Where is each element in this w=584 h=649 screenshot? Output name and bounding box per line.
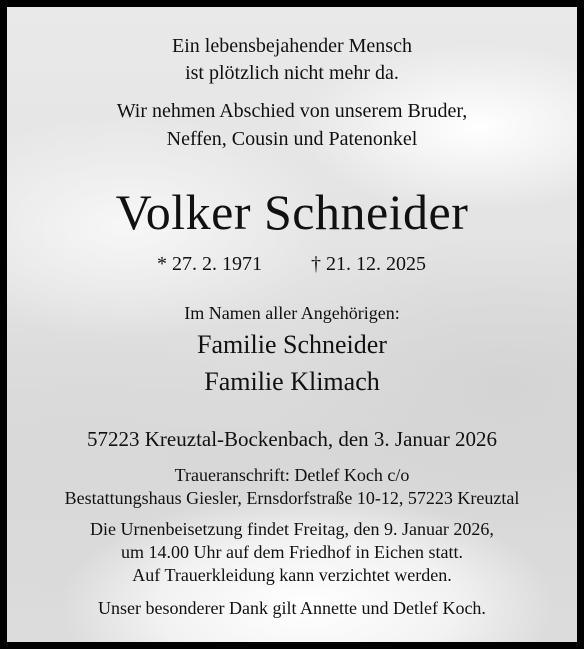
death-date: † 21. 12. 2025 — [311, 253, 426, 275]
burial-line-2: um 14.00 Uhr auf dem Friedhof in Eichen statt. — [121, 542, 463, 562]
place-and-date: 57223 Kreuztal-Bockenbach, den 3. Januar 2026 — [87, 427, 497, 451]
address-line-2: Bestattungshaus Giesler, Ernsdorfstraße 10-12, 57223 Kreuztal — [64, 488, 520, 508]
intro-line-2: ist plötzlich nicht mehr da. — [185, 62, 399, 84]
life-dates — [7, 253, 577, 277]
intro-line-1: Ein lebensbejahender Mensch — [172, 35, 412, 57]
burial-line-1: Die Urnenbeisetzung findet Freitag, den 9. Januar 2026, — [90, 519, 494, 539]
family-klimach: Familie Klimach — [204, 367, 380, 396]
birth-date: * 27. 2. 1971 — [157, 253, 262, 275]
intro-line-3: Wir nehmen Abschied von unserem Bruder, — [116, 100, 468, 122]
deceased-name: Volker Schneider — [115, 184, 469, 240]
mourners-intro: Im Namen aller Angehörigen: — [184, 303, 400, 323]
burial-line-3: Auf Trauerkleidung kann verzichtet werden. — [132, 565, 452, 585]
thanks-line: Unser besonderer Dank gilt Annette und Detlef Koch. — [98, 598, 486, 618]
address-line-1: Traueranschrift: Detlef Koch c/o — [174, 465, 410, 485]
intro-line-4: Neffen, Cousin und Patenonkel — [166, 128, 418, 150]
family-schneider: Familie Schneider — [197, 330, 387, 359]
